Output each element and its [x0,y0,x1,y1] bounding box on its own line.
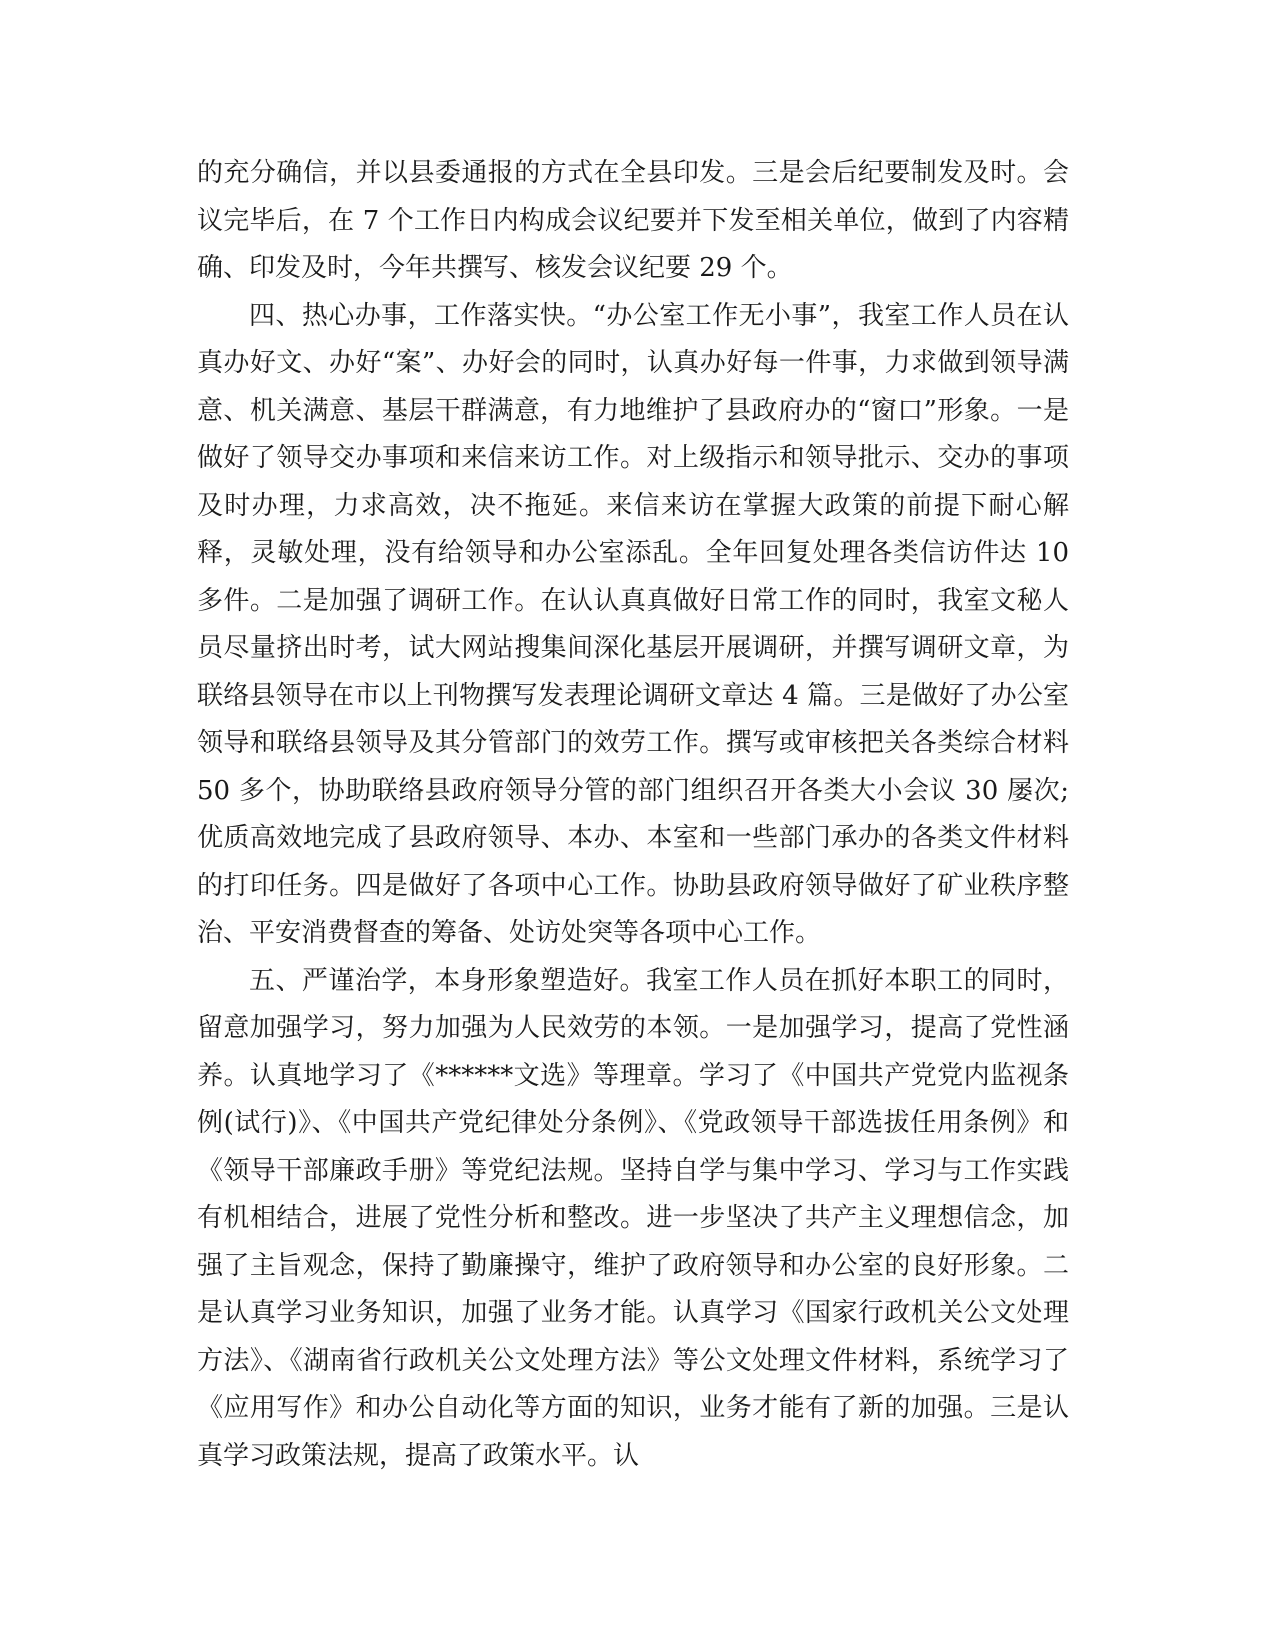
paragraph-meeting-minutes: 的充分确信，并以县委通报的方式在全县印发。三是会后纪要制发及时。会议完毕后，在 7 个工作日内构成会议纪要并下发至相关单位，做到了内容精确、印发及时，今年共撰写、核发会议纪要 29 个。 [197,158,1069,283]
paragraph-section-four: 四、热心办事，工作落实快。“办公室工作无小事”，我室工作人员在认真办好文、办好“案”、办好会的同时，认真办好每一件事，力求做到领导满意、机关满意、基层干群满意，有力地维护了县政府办的“窗口”形象。一是做好了领导交办事项和来信来访工作。对上级指示和领导批示、交办的事项及时办理，力求高效，决不拖延。来信来访在掌握大政策的前提下耐心解释，灵敏处理，没有给领导和办公室添乱。全年回复处理各类信访件达 10 多件。二是加强了调研工作。在认认真真做好日常工作的同时，我室文秘人员尽量挤出时考，试大网站搜集间深化基层开展调研，并撰写调研文章，为联络县领导在市以上刊物撰写发表理论调研文章达 4 篇。三是做好了办公室领导和联络县领导及其分管部门的效劳工作。撰写或审核把关各类综合材料 50 多个，协助联络县政府领导分管的部门组织召开各类大小会议 30 屡次;优质高效地完成了县政府领导、本办、本室和一些部门承办的各类文件材料的打印任务。四是做好了各项中心工作。协助县政府领导做好了矿业秩序整治、平安消费督查的筹备、处访处突等各项中心工作。 [197,300,1069,948]
document-page [197,150,1069,1480]
paragraph-section-five: 五、严谨治学，本身形象塑造好。我室工作人员在抓好本职工的同时，留意加强学习，努力加强为人民效劳的本领。一是加强学习，提高了党性涵养。认真地学习了《******文选》等理章。学习了《中国共产党党内监视条例(试行)》、《中国共产党纪律处分条例》、《党政领导干部选拔任用条例》和《领导干部廉政手册》等党纪法规。坚持自学与集中学习、学习与工作实践有机相结合，进展了党性分析和整改。进一步坚决了共产主义理想信念，加强了主旨观念，保持了勤廉操守，维护了政府领导和办公室的良好形象。二是认真学习业务知识，加强了业务才能。认真学习《国家行政机关公文处理方法》、《湖南省行政机关公文处理方法》等公文处理文件材料，系统学习了《应用写作》和办公自动化等方面的知识，业务才能有了新的加强。三是认真学习政策法规，提高了政策水平。认 [197,965,1069,1471]
